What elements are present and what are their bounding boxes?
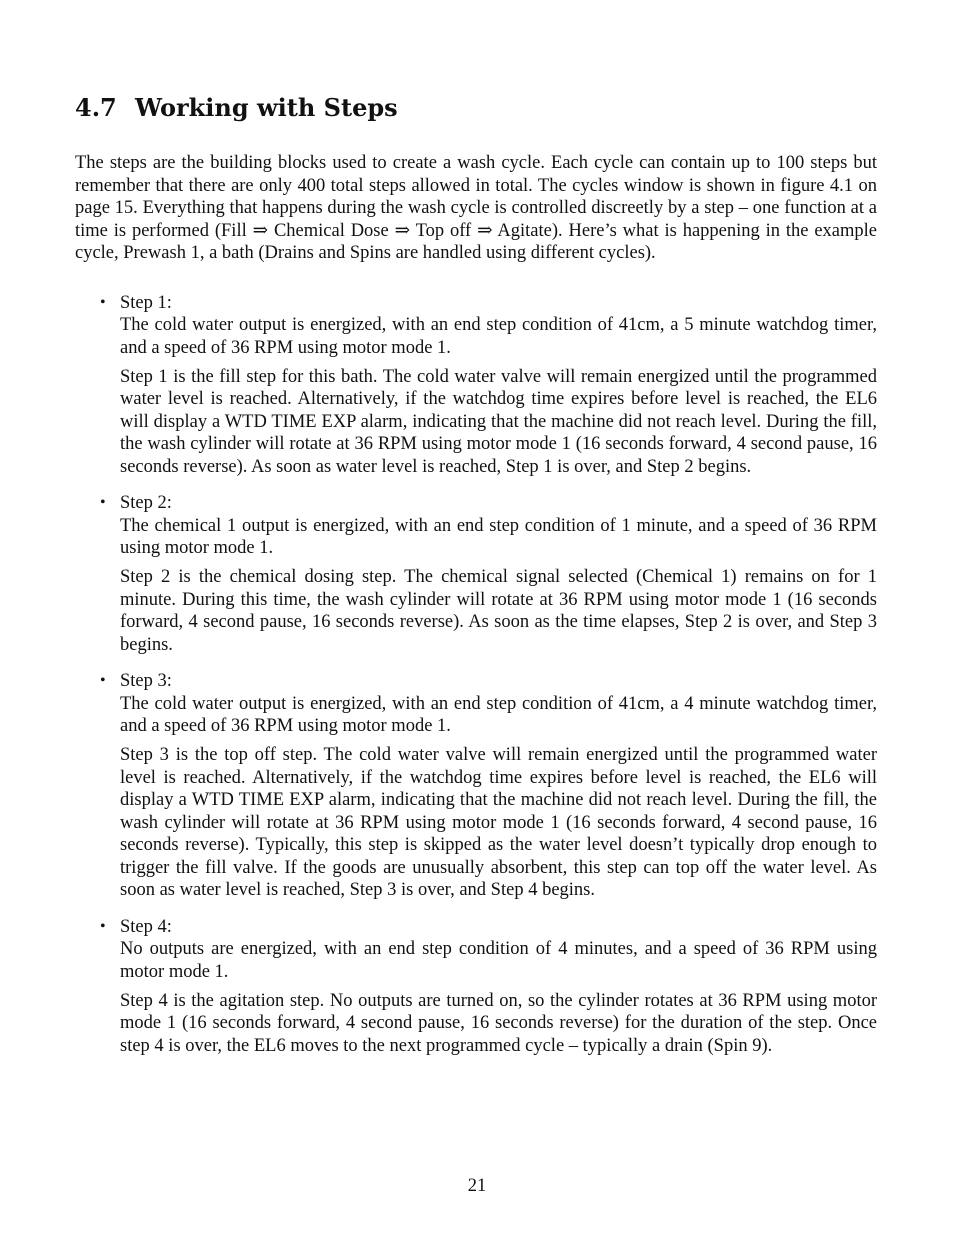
step-detail: Step 1 is the fill step for this bath. The cold water valve will remain energized until the programmed water level is reached. Alternatively, if the watchdog time expires before level is reached, the EL6 will display a WTD TIME EXP alarm, indicating that the machine did not reach level. During the fill, the wash cylinder will rotate at 36 RPM using motor mode 1 (16 seconds forward, 4 second pause, 16 seconds reverse). As soon as water level is reached, Step 1 is over, and Step 2 begins. [120, 366, 877, 477]
step-heading: Step 2: [120, 493, 172, 513]
bullet-icon: • [100, 494, 106, 511]
step-summary: The cold water output is energized, with an end step condition of 41cm, a 4 minute watchdog timer, and a speed of 36 RPM using motor mode 1. [120, 693, 877, 736]
bullet-icon: • [100, 293, 106, 311]
section-title: Working with Steps [135, 93, 398, 122]
bullet-icon: • [100, 917, 106, 935]
step-detail: Step 4 is the agitation step. No outputs are turned on, so the cylinder rotates at 36 RPM using motor mode 1 (16 seconds forward, 4 second pause, 16 seconds reverse) for the duration of the step. Once step 4 is over, the EL6 moves to the next programmed cycle – typically a drain (Spin 9). [120, 990, 877, 1056]
step-heading: Step 4: [120, 916, 172, 937]
step-summary: No outputs are energized, with an end step condition of 4 minutes, and a speed of 36 RPM using motor mode 1. [120, 939, 877, 982]
document-page [75, 88, 877, 1071]
step-summary: The chemical 1 output is energized, with an end step condition of 1 minute, and a speed of 36 RPM using motor mode 1. [120, 515, 877, 558]
step-detail: Step 3 is the top off step. The cold water valve will remain energized until the programmed water level is reached. Alternatively, if the watchdog time expires before level is reached, the EL6 will display a WTD TIME EXP alarm, indicating that the machine did not reach level. During the fill, the wash cylinder will rotate at 36 RPM using motor mode 1 (16 seconds forward, 4 second pause, 16 seconds reverse). Typically, this step is skipped as the water level doesn’t typically drop enough to trigger the fill valve. If the goods are unusually absorbent, this step can top off the water level. As soon as water level is reached, Step 3 is over, and Step 4 begins. [120, 745, 877, 900]
steps-list [75, 292, 877, 1058]
step-item [100, 492, 877, 656]
step-detail: Step 2 is the chemical dosing step. The chemical signal selected (Chemical 1) remains on for 1 minute. During this time, the wash cylinder will rotate at 36 RPM using motor mode 1 (16 seconds forward, 4 second pause, 16 seconds reverse). As soon as the time elapses, Step 2 is over, and Step 3 begins. [120, 567, 877, 655]
page-number: 21 [467, 1176, 487, 1196]
step-heading: Step 1: [120, 292, 172, 313]
step-heading: Step 3: [120, 671, 172, 691]
section-number: 4.7 [75, 93, 117, 122]
bullet-icon: • [100, 672, 106, 689]
section-heading [75, 88, 877, 128]
step-item [100, 916, 877, 1058]
step-item [100, 292, 877, 479]
step-item [100, 670, 877, 902]
step-summary: The cold water output is energized, with an end step condition of 41cm, a 5 minute watchdog timer, and a speed of 36 RPM using motor mode 1. [120, 315, 877, 358]
intro-paragraph: The steps are the building blocks used to create a wash cycle. Each cycle can contain up to 100 steps but remember that there are only 400 total steps allowed in total. The cycles window is shown in figure 4.1 on page 15. Everything that happens during the wash cycle is controlled discreetly by a step – one function at a time is performed (Fill ⇒ Chemical Dose ⇒ Top off ⇒ Agitate). Here’s what is happening in the example cycle, Prewash 1, a bath (Drains and Spins are handled using different cycles). [75, 153, 877, 263]
